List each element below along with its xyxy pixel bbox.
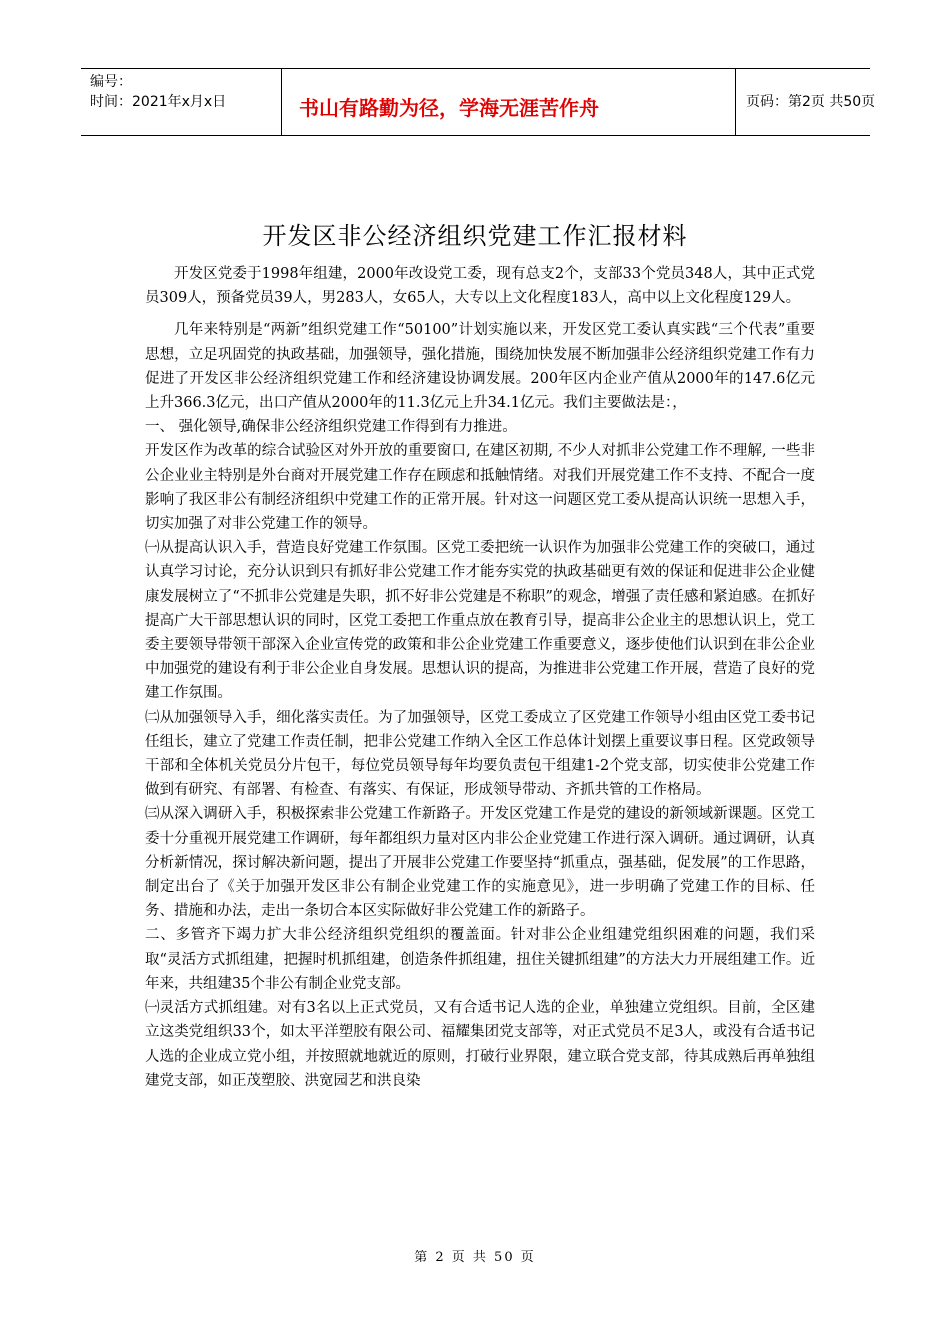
document-date-label: 时间：2021年x月x日 xyxy=(90,94,227,110)
paragraph-section-1: 开发区作为改革的综合试验区对外开放的重要窗口, 在建区初期, 不少人对抓非公党建工作不理解, 一些非公企业业主特别是外台商对开展党建工作存在顾虑和抵触情绪。对我们开展党建工作不支持、不配合一度影响了我区非公有制经济组织中党建工作的正常开展。针对这一问题区党工委从提高认识统一思想入手，切实加强了对非公党建工作的领导。 xyxy=(145,443,815,533)
document-number-label: 编号： xyxy=(90,74,132,90)
paragraph-item-1-2: ㈡从加强领导入手，细化落实责任。为了加强领导，区党工委成立了区党建工作领导小组由区党工委书记任组长，建立了党建工作责任制，把非公党建工作纳入全区工作总体计划摆上重要议事日程。区党政领导干部和全体机关党员分片包干，每位党员领导每年均要负责包干组建1-2个党支部，切实使非公党建工作做到有研究、有部署、有检查、有落实、有保证，形成领导带动、齐抓共管的工作格局。 xyxy=(145,709,815,799)
motto-text: 书山有路勤为径，学海无涯苦作舟 xyxy=(299,96,599,120)
page-footer: 第 2 页 共 50 页 xyxy=(414,1250,536,1265)
header-page-cell xyxy=(736,69,876,135)
paragraph-intro: 开发区党委于1998年组建，2000年改设党工委，现有总支2个，支部33个党员348人，其中正式党员309人，预备党员39人，男283人，女65人，大专以上文化程度183人，高中以上文化程度129人。 xyxy=(145,266,815,307)
paragraph-item-2-1: ㈠灵活方式抓组建。对有3名以上正式党员，又有合适书记人选的企业，单独建立党组织。目前，全区建立这类党组织33个，如太平洋塑胶有限公司、福耀集团党支部等，对正式党员不足3人，或没有合适书记人选的企业成立党小组，并按照就地就近的原则，打破行业界限，建立联合党支部，待其成熟后再单独组建党支部，如正茂塑胶、洪宽园艺和洪良染 xyxy=(145,1000,815,1089)
page-code: 页码：第2页 共50页 xyxy=(746,94,876,110)
header-table xyxy=(81,68,876,136)
section-heading-1: 一、 强化领导,确保非公经济组织党建工作得到有力推进。 xyxy=(145,419,517,436)
paragraph-section-2: 二、多管齐下竭力扩大非公经济组织党组织的覆盖面。针对非公企业组建党组织困难的问题，我们采取“灵活方式抓组建，把握时机抓组建，创造条件抓组建，扭住关键抓组建”的方法大力开展组建工作。近年来，共组建35个非公有制企业党支部。 xyxy=(145,927,815,992)
header-info-cell xyxy=(81,69,282,135)
paragraph-item-1-3: ㈢从深入调研入手，积极探索非公党建工作新路子。开发区党建工作是党的建设的新领域新课题。区党工委十分重视开展党建工作调研，每年都组织力量对区内非公企业党建工作进行深入调研。通过调研，认真分析新情况，探讨解决新问题，提出了开展非公党建工作要坚持“抓重点，强基础，促发展”的工作思路，制定出台了《关于加强开发区非公有制企业党建工作的实施意见》，进一步明确了党建工作的目标、任务、措施和办法，走出一条切合本区实际做好非公党建工作的新路子。 xyxy=(145,806,815,920)
paragraph-overview: 几年来特别是“两新”组织党建工作“50100”计划实施以来，开发区党工委认真实践“三个代表”重要思想，立足巩固党的执政基础，加强领导，强化措施，围绕加快发展不断加强非公经济组织党建工作有力促进了开发区非公经济组织党建工作和经济建设协调发展。200年区内企业产值从2000年的147.6亿元上升366.3亿元，出口产值从2000年的11.3亿元上升34.1亿元。我们主要做法是：， xyxy=(145,322,815,412)
header-motto-cell xyxy=(282,69,736,135)
paragraph-item-1-1: ㈠从提高认识入手，营造良好党建工作氛围。区党工委把统一认识作为加强非公党建工作的突破口，通过认真学习讨论，充分认识到只有抓好非公党建工作才能夯实党的执政基础更有效的保证和促进非公企业健康发展树立了“不抓非公党建是失职，抓不好非公党建是不称职”的观念，增强了责任感和紧迫感。在抓好提高广大干部思想认识的同时，区党工委把工作重点放在教育引导，提高非公企业主的思想认识上，党工委主要领导带领干部深入企业宣传党的政策和非公企业党建工作重要意义，逐步使他们认识到在非公企业中加强党的建设有利于非公企业自身发展。思想认识的提高，为推进非公党建工作开展，营造了良好的党建工作氛围。 xyxy=(145,540,815,702)
document-title: 开发区非公经济组织党建工作汇报材料 xyxy=(262,222,688,250)
document-body xyxy=(145,262,815,1093)
